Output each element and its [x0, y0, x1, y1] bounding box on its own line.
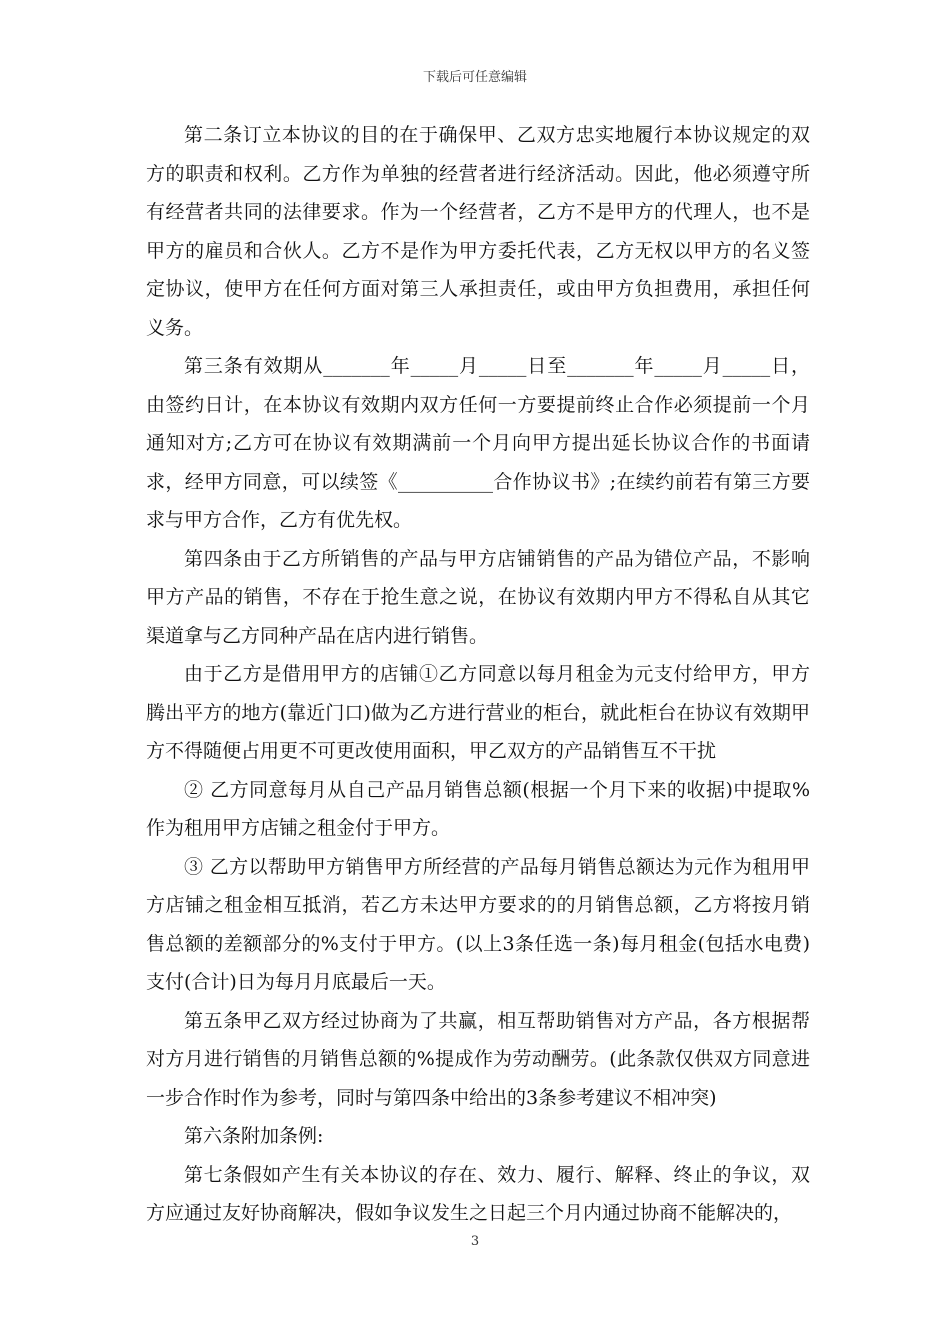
page-header: 下载后可任意编辑 — [422, 70, 527, 85]
paragraph-article-3: 第三条有效期从_______年_____月_____日至_______年_____月_____日，由签约日计，在本协议有效期内双方任何一方要提前终止合作必须提前一个月通知对方;乙方可在协议有效期满前一个月向甲方提出延长协议合作的书面请求，经甲方同意，可以续签《__________合作协议书》;在续约前若有第三方要求与甲方合作，乙方有优先权。 — [146, 355, 810, 531]
paragraph-rent-option-2: ② 乙方同意每月从自己产品月销售总额(根据一个月下来的收据)中提取%作为租用甲方店铺之租金付于甲方。 — [146, 778, 810, 839]
document-body — [146, 116, 810, 1233]
paragraph-article-7: 第七条假如产生有关本协议的存在、效力、履行、解释、终止的争议，双方应通过友好协商解决，假如争议发生之日起三个月内通过协商不能解决的， — [146, 1163, 810, 1224]
paragraph-article-4: 第四条由于乙方所销售的产品与甲方店铺销售的产品为错位产品，不影响甲方产品的销售，不存在于抢生意之说，在协议有效期内甲方不得私自从其它渠道拿与乙方同种产品在店内进行销售。 — [146, 547, 810, 647]
paragraph-rent-option-3: ③ 乙方以帮助甲方销售甲方所经营的产品每月销售总额达为元作为租用甲方店铺之租金相互抵消，若乙方未达甲方要求的的月销售总额，乙方将按月销售总额的差额部分的%支付于甲方。(以上3条任选一条)每月租金(包括水电费)支付(合计)日为每月月底最后一天。 — [146, 855, 810, 993]
paragraph-rent-option-1: 由于乙方是借用甲方的店铺①乙方同意以每月租金为元支付给甲方，甲方腾出平方的地方(靠近门口)做为乙方进行营业的柜台，就此柜台在协议有效期甲方不得随便占用更不可更改使用面积，甲乙双方的产品销售互不干扰 — [146, 663, 810, 762]
paragraph-article-2: 第二条订立本协议的目的在于确保甲、乙双方忠实地履行本协议规定的双方的职责和权利。乙方作为单独的经营者进行经济活动。因此，他必须遵守所有经营者共同的法律要求。作为一个经营者，乙方不是甲方的代理人，也不是甲方的雇员和合伙人。乙方不是作为甲方委托代表，乙方无权以甲方的名义签定协议，使甲方在任何方面对第三人承担责任，或由甲方负担费用，承担任何义务。 — [146, 124, 810, 339]
paragraph-article-6: 第六条附加条例: — [184, 1125, 324, 1147]
page-number: 3 — [470, 1234, 480, 1249]
paragraph-article-5: 第五条甲乙双方经过协商为了共赢，相互帮助销售对方产品，各方根据帮对方月进行销售的月销售总额的%提成作为劳动酬劳。(此条款仅供双方同意进一步合作时作为参考，同时与第四条中给出的3条参考建议不相冲突) — [146, 1009, 810, 1109]
